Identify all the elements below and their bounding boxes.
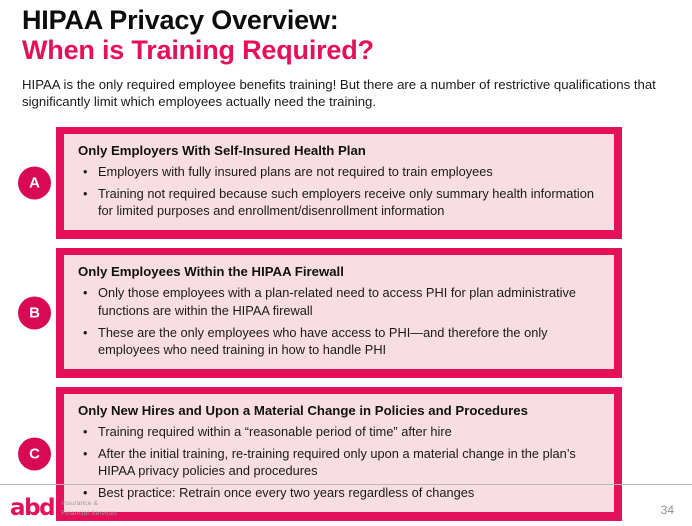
content-block-a — [0, 127, 692, 239]
brand-logo — [10, 497, 117, 520]
content-blocks — [0, 127, 692, 521]
block-card-a — [56, 127, 622, 239]
block-card-inner-a — [64, 134, 614, 230]
block-card-inner-b — [64, 255, 614, 369]
list-item-text: Only those employees with a plan-related need to access PHI for plan administrative functions are within the HIPAA firewall — [98, 285, 576, 318]
bullet-dot-icon: • — [83, 485, 88, 501]
list-item-text: Training required within a “reasonable period of time” after hire — [98, 424, 452, 440]
content-block-b — [0, 248, 692, 378]
page-number: 34 — [660, 503, 674, 517]
block-title-c: Only New Hires and Upon a Material Change in Policies and Procedures — [78, 402, 528, 418]
list-item — [78, 284, 600, 319]
intro-paragraph: HIPAA is the only required employee benefits training! But there are a number of restrictive qualifications that significantly limit which employees actually need the training. — [22, 77, 656, 110]
bullet-dot-icon: • — [83, 164, 88, 180]
page-title-primary: HIPAA Privacy Overview: — [22, 5, 339, 35]
block-title-b: Only Employees Within the HIPAA Firewall — [78, 264, 344, 280]
list-item-text: These are the only employees who have access to PHI—and therefore the only employees who need training in how to handle PHI — [98, 324, 548, 358]
slide-title-block — [22, 6, 672, 64]
list-item-text: Employers with fully insured plans are not required to train employees — [98, 164, 493, 180]
block-badge-a: A — [18, 167, 51, 200]
page-title-secondary: When is Training Required? — [22, 34, 374, 65]
list-item-text: After the initial training, re-training required only upon a material change in the plan’s HIPAA privacy policies and procedures — [98, 445, 576, 479]
block-badge-b: B — [18, 297, 51, 330]
list-item — [78, 163, 600, 181]
bullet-dot-icon: • — [83, 324, 88, 340]
brand-tagline — [61, 499, 117, 518]
list-item — [78, 185, 600, 220]
bullet-dot-icon: • — [83, 185, 88, 201]
abd-logo-icon: abd — [10, 495, 55, 521]
block-card-b — [56, 248, 622, 378]
block-title-a: Only Employers With Self-Insured Health Plan — [78, 143, 366, 158]
list-item — [78, 445, 600, 480]
list-item — [78, 423, 600, 441]
bullet-dot-icon: • — [83, 424, 88, 440]
list-item — [78, 324, 600, 359]
bullet-list-a — [78, 163, 600, 220]
slide-footer — [0, 485, 692, 526]
list-item-text: Best practice: Retrain once every two years regardless of changes — [98, 485, 475, 501]
brand-tagline-line1: Insurance & — [61, 499, 99, 507]
block-badge-c: C — [18, 437, 51, 470]
bullet-dot-icon: • — [83, 445, 88, 461]
bullet-list-b — [78, 284, 600, 359]
bullet-dot-icon: • — [83, 285, 88, 301]
brand-tagline-line2: Financial Services — [61, 509, 118, 517]
list-item-text: Training not required because such employers receive only summary health information for limited purposes and enrollment/disenrollment information — [98, 185, 595, 219]
